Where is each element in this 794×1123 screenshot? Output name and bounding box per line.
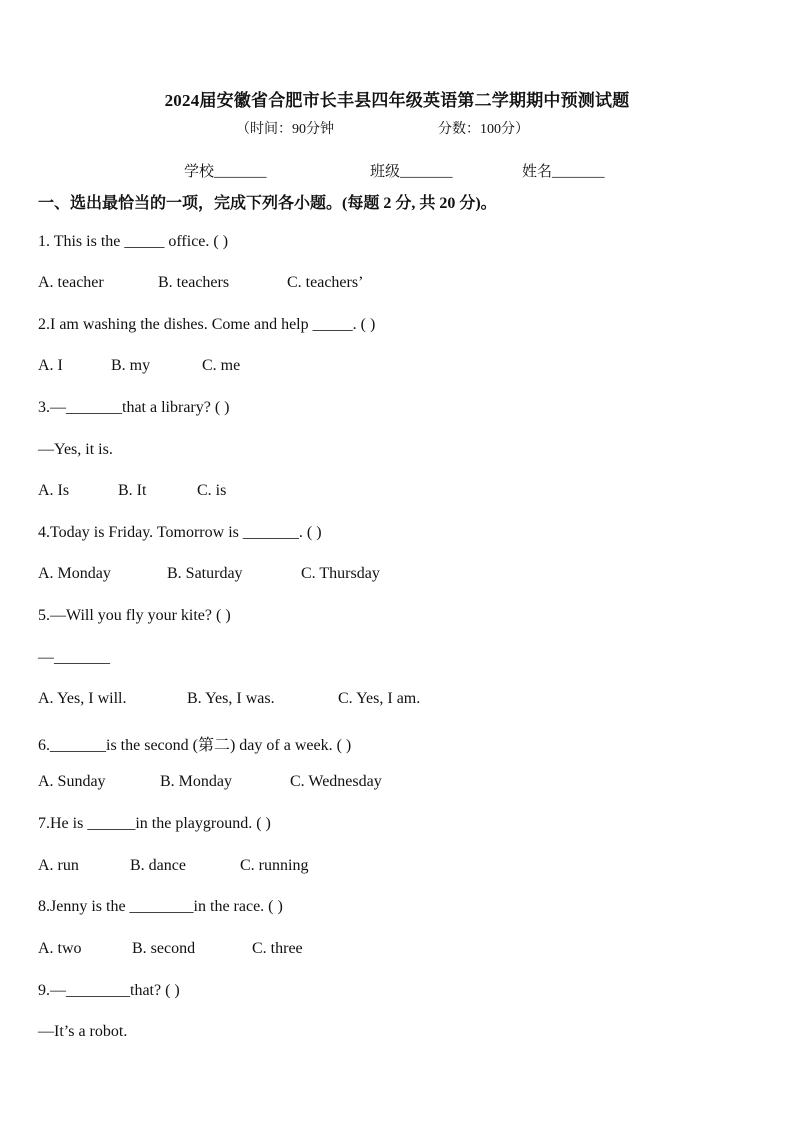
question-7-options [38,857,308,875]
question-8-stem: 8.Jenny is the ________in the race. ( ) [38,898,283,915]
option-b: B. second [132,940,196,957]
question-4-options [38,565,380,583]
question-2-stem: 2.I am washing the dishes. Come and help _____. ( ) [38,316,376,333]
question-9-stem: 9.—________that? ( ) [38,982,180,999]
question-6-options [38,773,382,791]
name-field: 姓名_______ [522,164,605,180]
total-score: 分数：100分） [438,122,529,137]
question-5-reply: —_______ [38,649,110,666]
question-7-stem: 7.He is ______in the playground. ( ) [38,815,271,832]
option-c: C. is [197,482,227,499]
option-a: A. Yes, I will. [38,690,127,707]
exam-title: 2024届安徽省合肥市长丰县四年级英语第二学期期中预测试题 [164,91,630,110]
option-a: A. Is [38,482,70,499]
class-field: 班级_______ [370,164,453,180]
question-3-options [38,482,226,500]
option-a: A. Sunday [38,773,106,790]
school-field: 学校_______ [184,164,267,180]
option-b: B. dance [130,857,186,874]
option-b: B. It [118,482,147,499]
option-b: B. Monday [160,773,232,790]
option-b: B. Saturday [167,565,243,582]
option-c: C. Yes, I am. [338,690,421,707]
question-6-stem: 6._______is the second (第二) day of a week. ( ) [38,737,352,754]
question-4-stem: 4.Today is Friday. Tomorrow is _______. ( ) [38,524,322,541]
exam-subtitle [236,118,794,138]
option-c: C. teachers’ [287,274,364,291]
option-b: B. teachers [158,274,230,291]
question-8-options [38,940,303,958]
question-9-reply: —It’s a robot. [38,1023,128,1040]
time-limit: （时间：90分钟 [236,122,334,137]
question-3-reply: —Yes, it is. [38,441,113,458]
option-a: A. teacher [38,274,104,291]
student-info-row [184,160,605,181]
question-1-stem: 1. This is the _____ office. ( ) [38,233,229,250]
option-c: C. Thursday [301,565,380,582]
option-b: B. Yes, I was. [187,690,275,707]
option-c: C. three [252,940,303,957]
section-heading: 一、选出最恰当的一项，完成下列各小题。(每题 2 分, 共 20 分)。 [38,195,497,212]
option-a: A. two [38,940,82,957]
option-a: A. I [38,357,63,374]
option-a: A. Monday [38,565,111,582]
option-b: B. my [111,357,151,374]
question-1-options [38,274,363,292]
option-c: C. me [202,357,241,374]
question-5-stem: 5.—Will you fly your kite? ( ) [38,607,231,624]
question-2-options [38,357,240,375]
option-a: A. run [38,857,79,874]
option-c: C. Wednesday [290,773,382,790]
question-5-options [38,690,420,708]
question-3-stem: 3.—_______that a library? ( ) [38,399,230,416]
option-c: C. running [240,857,309,874]
